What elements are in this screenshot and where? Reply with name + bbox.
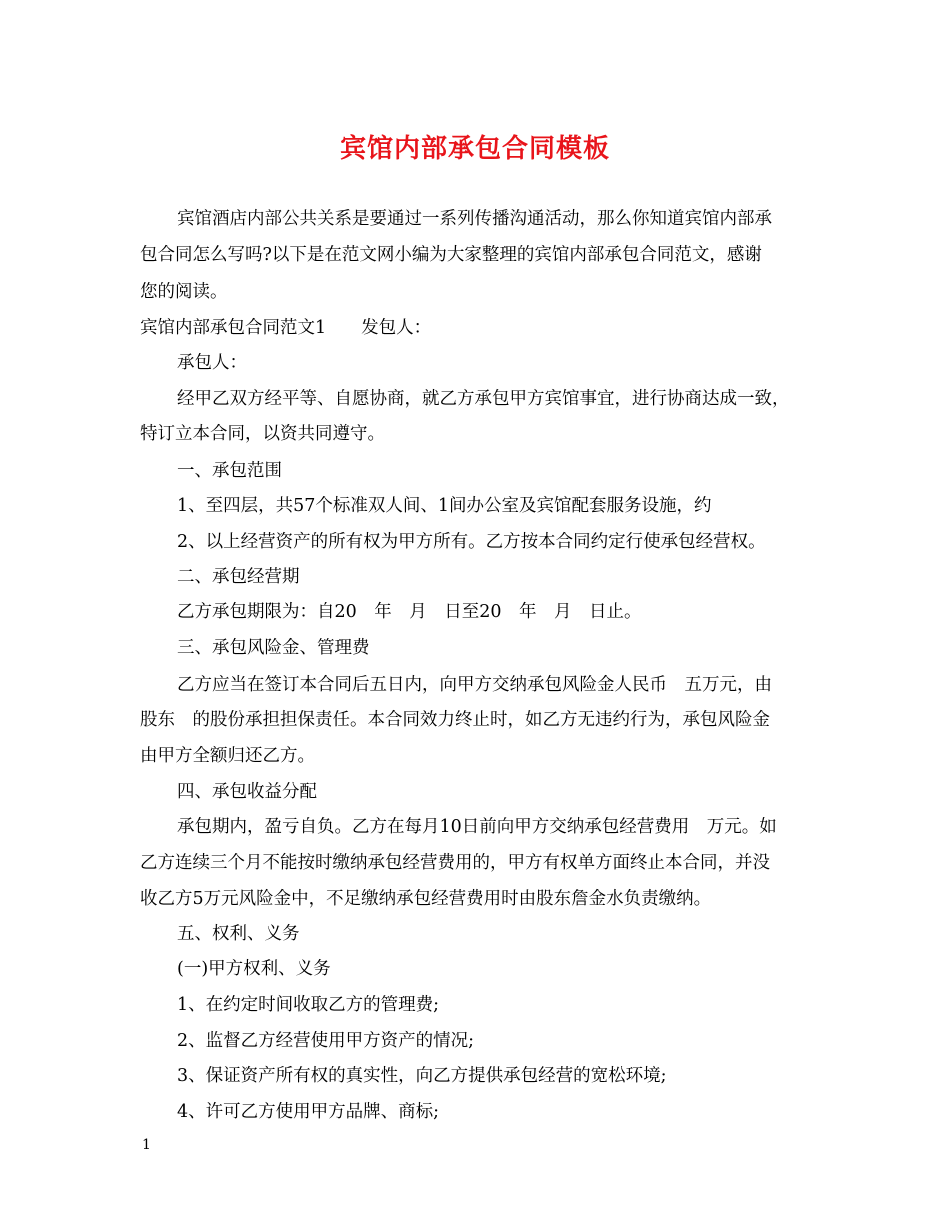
section-1-heading: 一、承包范围 xyxy=(177,461,282,481)
intro-line-1: 宾馆酒店内部公共关系是要通过一系列传播沟通活动，那么你知道宾馆内部承 xyxy=(177,209,772,229)
section-1-item-2: 2、以上经营资产的所有权为甲方所有。乙方按本合同约定行使承包经营权。 xyxy=(177,532,766,552)
agreement-line-2: 特订立本合同，以资共同遵守。 xyxy=(140,424,385,444)
sample-heading-line: 宾馆内部承包合同范文1 发包人： xyxy=(140,318,432,338)
section-4-line-3: 收乙方5万元风险金中，不足缴纳承包经营费用时由股东詹金水负责缴纳。 xyxy=(140,889,712,909)
section-3-line-3: 由甲方全额归还乙方。 xyxy=(140,746,315,766)
section-1-item-1: 1、至四层，共57个标准双人间、1间办公室及宾馆配套服务设施，约 xyxy=(177,496,712,516)
section-2-heading: 二、承包经营期 xyxy=(177,567,300,587)
section-3-heading: 三、承包风险金、管理费 xyxy=(177,638,370,658)
section-4-line-1: 承包期内，盈亏自负。乙方在每月10日前向甲方交纳承包经营费用 万元。如 xyxy=(177,817,777,837)
section-3-line-2: 股东 的股份承担担保责任。本合同效力终止时，如乙方无违约行为，承包风险金 xyxy=(140,710,770,730)
page-number: 1 xyxy=(142,1137,151,1153)
party-a-heading: (一)甲方权利、义务 xyxy=(177,959,331,979)
agreement-line-1: 经甲乙双方经平等、自愿协商，就乙方承包甲方宾馆事宜，进行协商达成一致， xyxy=(177,389,790,409)
section-4-line-2: 乙方连续三个月不能按时缴纳承包经营费用的，甲方有权单方面终止本合同，并没 xyxy=(140,853,770,873)
section-3-line-1: 乙方应当在签订本合同后五日内，向甲方交纳承包风险金人民币 五万元，由 xyxy=(177,675,772,695)
section-2-term: 乙方承包期限为：自20 年 月 日至20 年 月 日止。 xyxy=(177,602,642,622)
contractor-line: 承包人： xyxy=(177,353,247,373)
document-title: 宾馆内部承包合同模板 xyxy=(339,134,610,164)
party-a-item-4: 4、许可乙方使用甲方品牌、商标; xyxy=(177,1102,440,1122)
section-5-heading: 五、权利、义务 xyxy=(177,924,300,944)
party-a-item-3: 3、保证资产所有权的真实性，向乙方提供承包经营的宽松环境; xyxy=(177,1066,667,1086)
section-4-heading: 四、承包收益分配 xyxy=(177,782,317,802)
intro-line-2: 包合同怎么写吗?以下是在范文网小编为大家整理的宾馆内部承包合同范文，感谢 xyxy=(140,245,762,265)
party-a-item-2: 2、监督乙方经营使用甲方资产的情况; xyxy=(177,1031,475,1051)
party-a-item-1: 1、在约定时间收取乙方的管理费; xyxy=(177,995,440,1015)
intro-line-3: 您的阅读。 xyxy=(140,282,228,302)
